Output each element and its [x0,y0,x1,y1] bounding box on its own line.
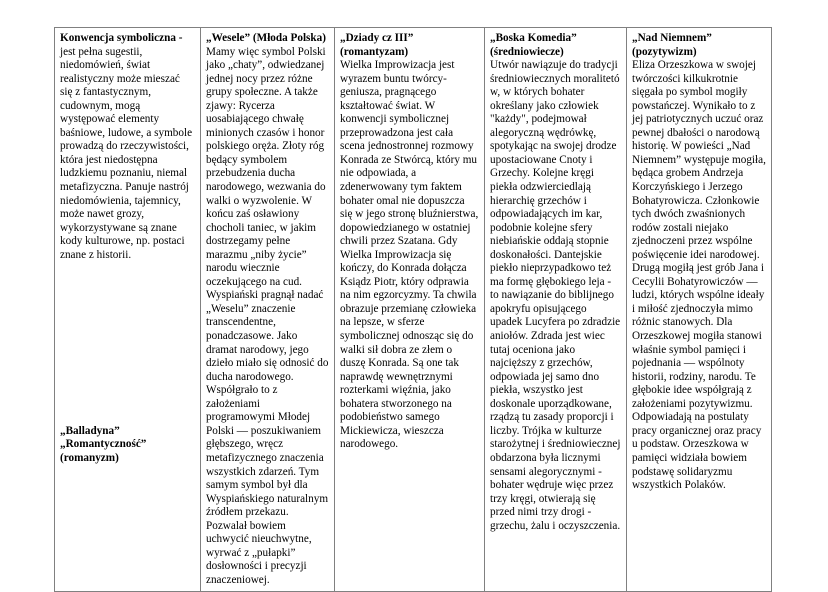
cell-heading-boska-komedia-line1: „Boska Komedia” [490,32,577,44]
cell-tail-heading-romantycznosc: „Romantyczność” [60,438,147,451]
table-cell-boska-komedia [485,28,627,592]
cell-heading-boska-komedia-line2: (średniowiecze) [490,45,564,58]
paragraph-spacer [60,371,195,385]
symbol-comparison-table [54,27,772,592]
cell-content [206,32,329,587]
paragraph-spacer [60,289,195,303]
cell-heading-wesele: „Wesele” (Młoda Polska) [206,32,326,44]
paragraph-spacer [60,276,195,290]
paragraph-spacer [60,316,195,330]
cell-content [340,32,479,452]
cell-body-nad-niemnem: Eliza Orzeszkowa w swojej twórczości kilkukrotnie sięgała po symbol mogiły powstańczej. Wynikało to z jej patriotycznych uczuć oraz pewnej dbałości o narodową historię. W powieści „Nad Niemnem” występuje mogiła, będąca grobem Andrzeja Korczyńskiego i Jerzego Bohatyrowicza. Członkowie tych dwóch zwaśnionych rodów zostali niejako zjednoczeni przez wspólne poświęcenie idei narodowej. Drugą mogiłą jest grób Jana i Cecylii Bohatyrowiczów — ludzi, których wspólne ideały i miłość zjednoczyła mimo różnic stanowych. Dla Orzeszkowej mogiła stanowi właśnie symbol pamięci i pojednania — wspólnoty historii, rodziny, narodu. Te głębokie idee współgrają z założeniami pozytywizmu. Odpowiadają na postulaty pracy organicznej oraz pracy u podstaw. Orzeszkowa w pamięci widziała bowiem podstawę solidaryzmu wszystkich Polaków. [632,59,766,492]
paragraph-spacer [60,330,195,344]
table-row [55,28,772,592]
table-cell-wesele [201,28,335,592]
cell-heading-dziady-line2: (romantyzam) [340,45,409,58]
paragraph-spacer [60,262,195,276]
paragraph-spacer [60,398,195,412]
cell-tail-heading-balladyna: „Balladyna” [60,424,120,437]
cell-body-boska-komedia: Utwór nawiązuje do tradycji średniowiecznych moralitetó w, w których bohater określany jako człowiek "każdy", podejmował alegoryczną wędrówkę, spotykając na swojej drodze upostaciowane Cnoty i Grzechy. Kolejne kręgi piekła odzwierciedlają hierarchię grzechów i odpowiadających im kar, podobnie kolejne sfery niebiańskie oddają stopnie doskonałości. Dantejskie piekło nieprzypadkowo też ma formę głębokiego leja - to nawiązanie do biblijnego apokryfu opisującego upadek Lucyfera po zdradzie aniołów. Zdrada jest wiec tutaj oceniona jako najcięższy z grzechów, odpowiada jej samo dno piekła, wszystko jest doskonale uporządkowane, rządzą tu zasady proporcji i liczby. Trójka w kulturze starożytnej i średniowiecznej obdarzona była licznymi sensami alegorycznymi - bohater wędruje więc przez trzy kręgi, otwierają się przed nimi trzy drogi - grzechu, żalu i oczyszczenia. [490,59,621,532]
paragraph-spacer [60,344,195,358]
table-cell-konwencja-symboliczna [55,28,201,592]
cell-heading-nad-niemnem-line1: „Nad Niemnem” [632,32,712,44]
cell-body-dziady: Wielka Improwizacja jest wyrazem buntu twórcy-geniusza, pragnącego kształtować świat. W konwencji symbolicznej przeprowadzona jest cała scena jednostronnej rozmowy Konrada ze Stwórcą, który mu nie odpowiada, a zdenerwowany tym faktem bohater omal nie dopuszcza się w jego stronę bluźnierstwa, dopowiedzianego w ostatniej chwili przez Szatana. Gdy Wielka Improwizacja się kończy, do Konrada dołącza Ksiądz Piotr, który odprawia na nim egzorcyzmy. Ta chwila obrazuje przemianę człowieka na lepsze, w sferze symbolicznej odnosząc się do walki sił dobra ze złem o duszę Konrada. Są one tak naprawdę wewnętrznymi rozterkami więźnia, jako bohatera stworzonego na podobieństwo samego Mickiewicza, wieszcza narodowego. [340,59,479,451]
cell-heading-nad-niemnem-line2: (pozytywizm) [632,45,697,58]
paragraph-spacer [60,384,195,398]
table-cell-nad-niemnem [627,28,772,592]
paragraph-spacer [60,357,195,371]
cell-content [490,32,621,533]
cell-heading-konwencja: Konwencja symboliczna - [60,32,183,44]
cell-heading-dziady-line1: „Dziady cz III” [340,32,414,44]
table-container [54,27,771,592]
cell-content [632,32,766,493]
cell-content [60,32,195,262]
cell-body-konwencja: jest pełna sugestii, niedomówień, świat realistyczny może mieszać się z fantastycznym, cudownym, mogą występować elementy baśniowe, ludowe, a symbole prowadzą do rzeczywistości, która jest niedostępna ludzkiemu poznaniu, niemal metafizyczna. Panuje nastrój niedomówienia, tajemnicy, może nawet grozy, wykorzystywane są znane kody kulturowe, np. postaci znane z historii. [60,45,193,261]
paragraph-spacer [60,303,195,317]
cell-body-wesele: Mamy więc symbol Polski jako „chaty”, odwiedzanej jednej nocy przez różne grupy społeczne. A także zjawy: Rycerza uosabiającego chwałę minionych czasów i honor polskiego oręża. Złoty róg będący symbolem przebudzenia ducha narodowego, wezwania do walki o wyzwolenie. W końcu zaś osławiony chocholi taniec, w jakim dostrzegamy pełne marazmu „niby życie” narodu wiecznie oczekującego na cud. Wyspiański pragnął nadać „Weselu” znaczenie transcendentne, ponadczasowe. Jako dramat narodowy, jego dzieło miało się odnosić do ducha narodowego. Współgrało to z założeniami programowymi Młodej Polski — poszukiwaniem głębszego, wręcz metafizycznego znaczenia wszystkich zdarzeń. Tym samym symbol był dla Wyspiańskiego naturalnym źródłem przekazu. Pozwalał bowiem uchwycić nieuchwytne, wyrwać z „pułapki” dosłowności i precyzji znaczeniowej. [206,45,329,586]
paragraph-spacer [60,411,195,425]
cell-tail-heading-romanyzm: (romanyzm) [60,451,119,464]
table-cell-dziady [335,28,485,592]
